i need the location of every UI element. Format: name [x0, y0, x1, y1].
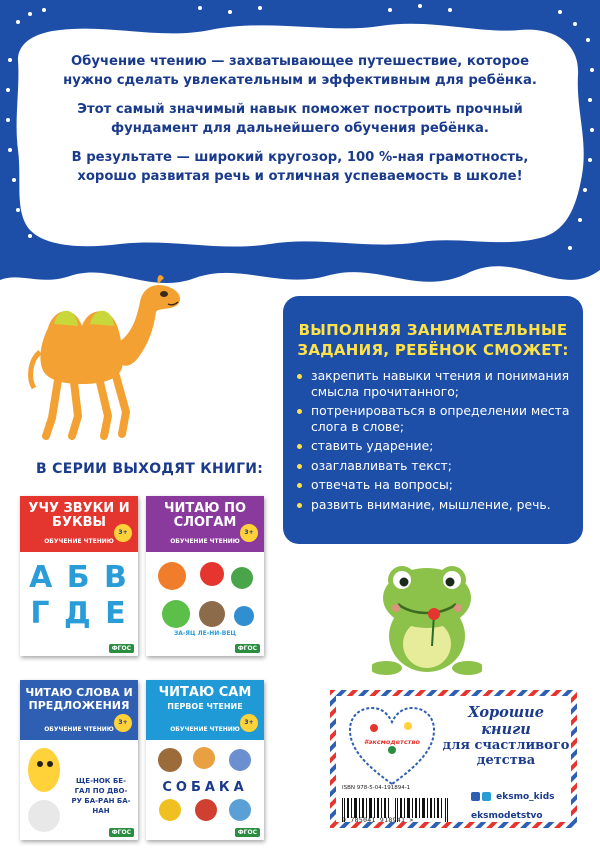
skills-list-item: развить внимание, мышление, речь.	[297, 497, 579, 513]
vk-icon	[471, 792, 480, 801]
book-title: ЧИТАЮ САМ	[158, 685, 252, 700]
intro-paragraph-2: Этот самый значимый навык поможет построить прочный фундамент для дальнейшего обучения ребёнка.	[77, 102, 523, 136]
fgos-badge: ФГОС	[235, 828, 260, 837]
book-animals-art	[152, 556, 258, 640]
book-cover-1	[20, 496, 138, 656]
intro-paragraph-1: Обучение чтению — захватывающее путешествие, которое нужно сделать увлекательным и эффективным для ребёнка.	[63, 54, 537, 88]
slogan	[440, 704, 572, 768]
fgos-badge: ФГОС	[235, 644, 260, 653]
heart-hashtag: #эксмодетство	[363, 738, 421, 746]
book-cover-word: СОБАКА	[162, 780, 248, 795]
book-cover-4	[146, 680, 264, 840]
isbn-text: ISBN 978-5-04-191894-1	[342, 785, 411, 791]
skills-list-item: потренироваться в определении места слога в слове;	[297, 403, 579, 434]
camel-illustration	[18, 268, 198, 444]
skills-title-line2: ЗАДАНИЯ, РЕБЁНОК СМОЖЕТ:	[297, 341, 569, 359]
social-handle-2	[471, 811, 543, 821]
chat-icon	[482, 792, 491, 801]
book-cover-2	[146, 496, 264, 656]
fgos-badge: ФГОС	[109, 828, 134, 837]
book-title: ЧИТАЮ ПО СЛОГАМ	[163, 501, 247, 530]
book-characters-art	[24, 744, 64, 836]
age-badge: 3+	[114, 714, 132, 732]
book-cover-text: ЩЕ-НОК БЕ-ГАЛ ПО ДВО-РУ БА-РАН БА-НАН	[71, 777, 131, 815]
book-subtitle: ОБУЧЕНИЕ ЧТЕНИЮ	[44, 538, 114, 545]
series-title: В СЕРИИ ВЫХОДЯТ КНИГИ:	[36, 461, 264, 477]
intro-paragraph-3: В результате — широкий кругозор, 100 %-ная грамотность, хорошо развитая речь и отличная успеваемость в школе!	[71, 150, 529, 184]
book-title: ЧИТАЮ СЛОВА И ПРЕДЛОЖЕНИЯ	[25, 686, 133, 712]
skills-list-item: ставить ударение;	[297, 438, 579, 454]
slogan-line-3: для счастливого	[442, 738, 570, 753]
skills-list-item: отвечать на вопросы;	[297, 477, 579, 493]
book-subtitle: ОБУЧЕНИЕ ЧТЕНИЮ	[44, 726, 114, 733]
frog-illustration	[372, 556, 482, 678]
book-subtitle: ОБУЧЕНИЕ ЧТЕНИЮ	[170, 726, 240, 733]
age-badge: 3+	[114, 524, 132, 542]
slogan-line-2: книги	[481, 721, 531, 738]
intro-text	[60, 52, 540, 196]
slogan-line-4: детства	[476, 753, 536, 768]
book-title-2: ПЕРВОЕ ЧТЕНИЕ	[167, 702, 243, 711]
social-handle-2-text: eksmodetstvo	[471, 811, 543, 821]
book-cover-letters: А Б В Г Д Е	[29, 560, 129, 631]
postal-stamp-block	[330, 690, 577, 828]
social-handle-1-text: eksmo_kids	[496, 792, 555, 802]
skills-list-item: озаглавливать текст;	[297, 458, 579, 474]
skills-panel	[283, 296, 583, 544]
book-subtitle: ОБУЧЕНИЕ ЧТЕНИЮ	[170, 538, 240, 545]
slogan-line-1: Хорошие	[468, 704, 544, 721]
book-cover-text: ЗА-ЯЦ ЛЕ-НИ-ВЕЦ	[173, 630, 236, 637]
age-badge: 3+	[240, 714, 258, 732]
barcode-number: 9 785041 918941 >	[342, 816, 414, 824]
skills-title-line1: ВЫПОЛНЯЯ ЗАНИМАТЕЛЬНЫЕ	[298, 321, 568, 339]
fgos-badge: ФГОС	[109, 644, 134, 653]
book-cover-3	[20, 680, 138, 840]
skills-list	[297, 368, 579, 516]
social-handle-1	[471, 792, 555, 802]
skills-title	[283, 320, 583, 360]
age-badge: 3+	[240, 524, 258, 542]
book-title: УЧУ ЗВУКИ И БУКВЫ	[28, 501, 130, 530]
skills-list-item: закрепить навыки чтения и понимания смысла прочитанного;	[297, 368, 579, 399]
